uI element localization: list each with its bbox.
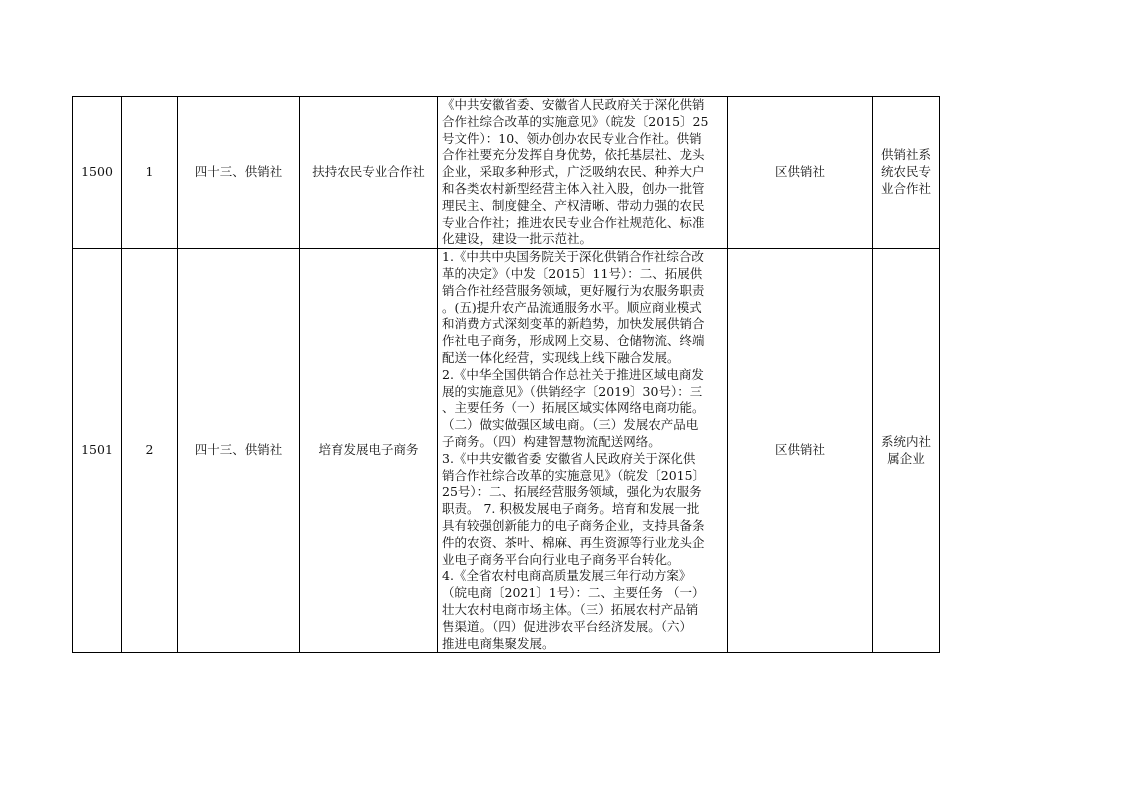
department-cell: 区供销社 — [728, 249, 873, 653]
basis-line: 、主要任务（一）拓展区域实体网络电商功能。 — [442, 400, 705, 416]
basis-line: 25号）：二、拓展经营服务领域，强化为农服务 — [442, 484, 702, 500]
basis-line: 企业，采取多种形式，广泛吸纳农民、种养大户 — [442, 164, 705, 180]
basis-line: 推进电商集聚发展。 — [442, 635, 555, 651]
basis-line: 和各类农村新型经营主体入社入股，创办一批管 — [442, 180, 705, 196]
policy-basis-cell — [438, 249, 728, 653]
category-cell: 四十三、供销社 — [178, 97, 300, 249]
policy-basis-cell — [438, 97, 728, 249]
basis-line: 壮大农村电商市场主体。（三）拓展农村产品销 — [442, 601, 699, 617]
basis-line: （皖电商〔2021〕1号）：二、主要任务 （一） — [442, 585, 705, 601]
basis-line: 4.《全省农村电商高质量发展三年行动方案》 — [442, 568, 692, 584]
basis-line: 子商务。（四）构建智慧物流配送网络。 — [442, 433, 661, 449]
basis-line: 专业合作社；推进农民专业合作社规范化、标准 — [442, 214, 705, 230]
table-row — [73, 97, 940, 249]
sequence-cell: 2 — [122, 249, 178, 653]
basis-line: 3.《中共安徽省委 安徽省人民政府关于深化供 — [442, 450, 696, 466]
basis-line: 合作社要充分发挥自身优势，依托基层社、龙头 — [442, 147, 705, 163]
basis-line: 销合作社综合改革的实施意见》（皖发〔2015〕 — [442, 467, 706, 483]
subject-cell: 供销社系统农民专业合作社 — [873, 97, 940, 249]
category-cell: 四十三、供销社 — [178, 249, 300, 653]
basis-line: 合作社综合改革的实施意见》（皖发〔2015〕25 — [442, 113, 709, 129]
basis-line: 。(五)提升农产品流通服务水平。顺应商业模式 — [442, 299, 702, 315]
table-row — [73, 249, 940, 653]
basis-line: 件的农资、茶叶、棉麻、再生资源等行业龙头企 — [442, 534, 705, 550]
basis-line: 1.《中共中央国务院关于深化供销合作社综合改 — [442, 249, 704, 265]
row-number-cell: 1500 — [73, 97, 122, 249]
department-cell: 区供销社 — [728, 97, 873, 249]
basis-line: （二）做实做强区域电商。（三）发展农产品电 — [442, 417, 699, 433]
row-number-cell: 1501 — [73, 249, 122, 653]
document-table — [72, 96, 940, 653]
basis-line: 职责。 7. 积极发展电子商务。培育和发展一批 — [442, 501, 700, 517]
basis-line: 配送一体化经营，实现线上线下融合发展。 — [442, 349, 680, 365]
basis-line: 和消费方式深刻变革的新趋势，加快发展供销合 — [442, 316, 705, 332]
basis-line: 具有较强创新能力的电子商务企业，支持具备条 — [442, 517, 705, 533]
basis-line: 售渠道。（四）促进涉农平台经济发展。（六） — [442, 618, 693, 634]
item-name-cell: 扶持农民专业合作社 — [300, 97, 438, 249]
basis-line: 理民主、制度健全、产权清晰、带动力强的农民 — [442, 197, 705, 213]
basis-line: 业电子商务平台向行业电子商务平台转化。 — [442, 551, 680, 567]
basis-line: 化建设，建设一批示范社。 — [442, 231, 593, 247]
item-name-cell: 培育发展电子商务 — [300, 249, 438, 653]
basis-line: 《中共安徽省委、安徽省人民政府关于深化供销 — [442, 97, 705, 112]
basis-line: 展的实施意见》（供销经字〔2019〕30号）：三 — [442, 383, 703, 399]
basis-line: 号文件）：10、领办创办农民专业合作社。供销 — [442, 130, 702, 146]
basis-line: 2.《中华全国供销合作总社关于推进区域电商发 — [442, 366, 704, 382]
subject-cell: 系统内社属企业 — [873, 249, 940, 653]
sequence-cell: 1 — [122, 97, 178, 249]
basis-line: 销合作社经营服务领域，更好履行为农服务职责 — [442, 282, 705, 298]
basis-line: 作社电子商务，形成网上交易、仓储物流、终端 — [442, 333, 705, 349]
basis-line: 革的决定》（中发〔2015〕11号）：二、拓展供 — [442, 265, 703, 281]
